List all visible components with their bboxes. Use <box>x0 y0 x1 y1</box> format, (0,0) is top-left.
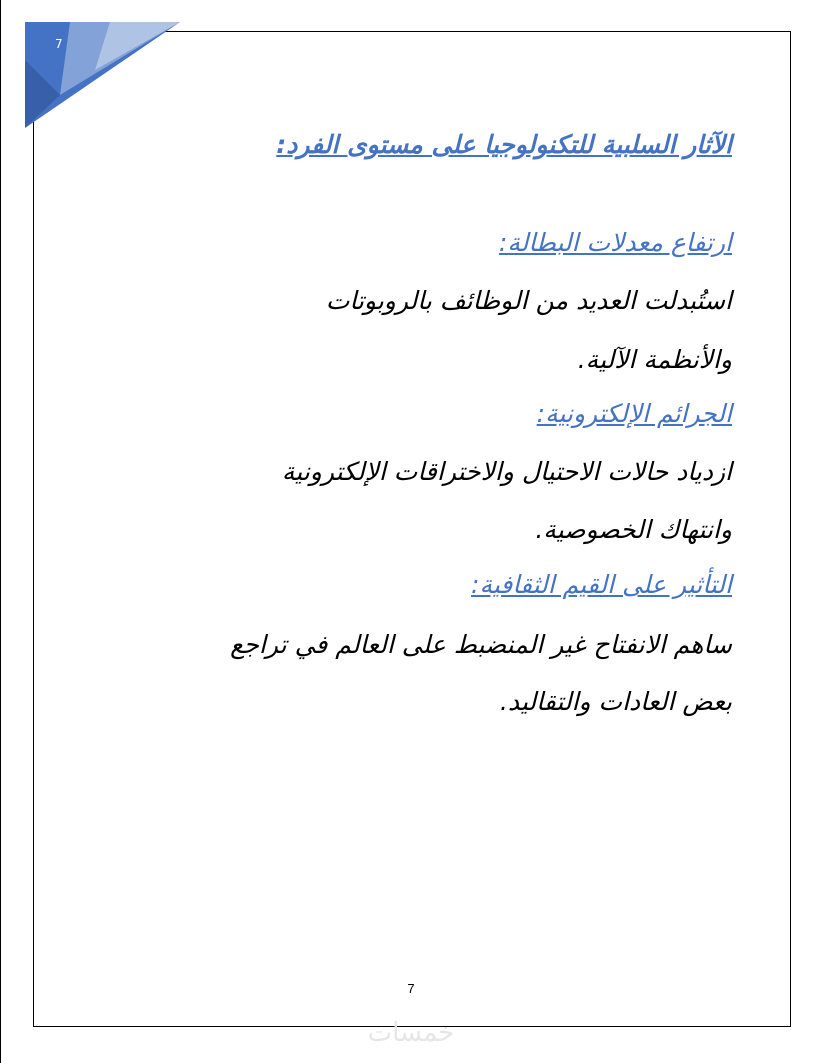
body-line: استُبدلت العديد من الوظائف بالروبوتات <box>325 286 732 315</box>
left-edge-line <box>0 0 1 1063</box>
section-heading-cybercrime: الجرائم الإلكترونية: <box>536 399 732 428</box>
section-heading-unemployment: ارتفاع معدلات البطالة: <box>498 228 732 257</box>
watermark: خمسات <box>367 1018 455 1048</box>
body-line: والأنظمة الآلية. <box>577 345 732 374</box>
corner-decoration <box>0 0 190 140</box>
body-line: ساهم الانفتاح غير المنضبط على العالم في تراجع <box>230 630 732 659</box>
corner-page-number: 7 <box>55 37 63 51</box>
body-line: بعض العادات والتقاليد. <box>499 687 732 716</box>
section-heading-cultural-values: التأثير على القيم الثقافية: <box>471 570 732 599</box>
body-line: وانتهاك الخصوصية. <box>535 515 732 544</box>
footer-page-number: 7 <box>407 981 415 996</box>
body-line: ازدياد حالات الاحتيال والاختراقات الإلكترونية <box>281 457 732 486</box>
document-title: الآثار السلبية للتكنولوجيا على مستوى الفرد: <box>276 130 732 159</box>
